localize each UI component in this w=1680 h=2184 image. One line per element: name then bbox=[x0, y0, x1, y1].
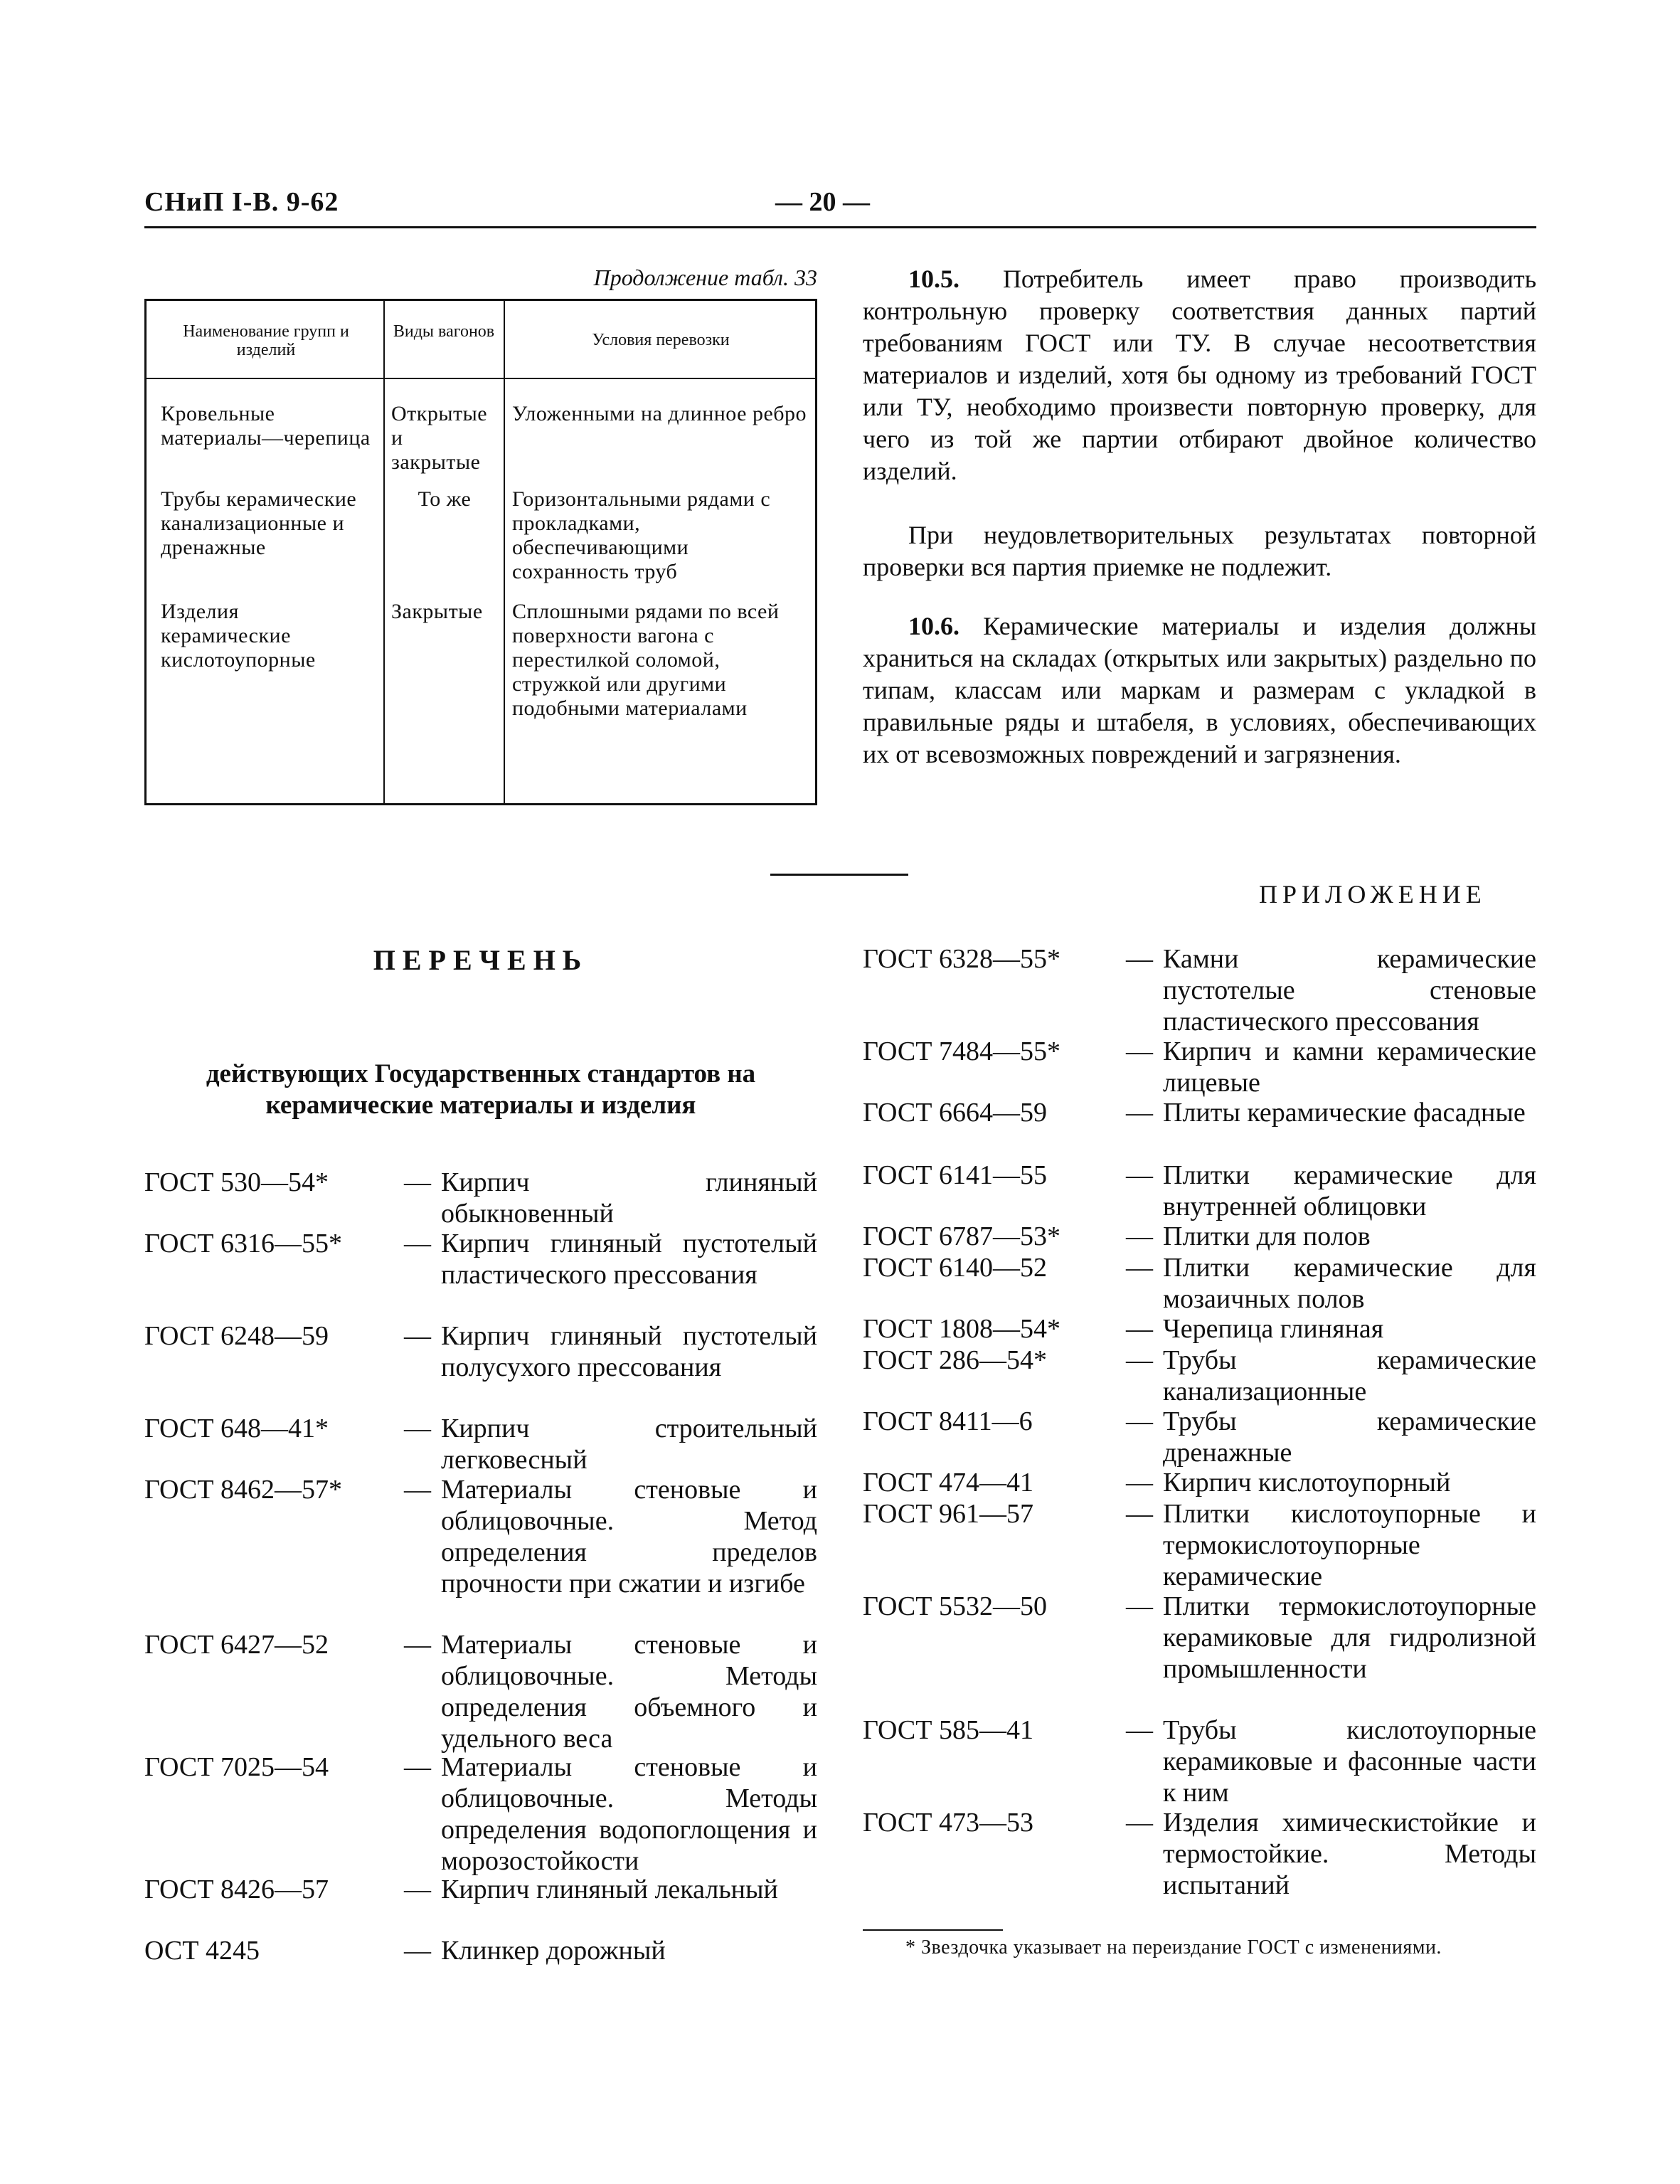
standard-code: ГОСТ 6427—52 bbox=[144, 1630, 329, 1660]
em-dash: — bbox=[1126, 1345, 1153, 1375]
standard-description: Плитки кислотоупорные и термокислотоупорные керамические bbox=[1163, 1499, 1536, 1591]
table-col-divider bbox=[504, 301, 505, 803]
standard-code: ГОСТ 6140—52 bbox=[863, 1253, 1047, 1283]
standard-code: ГОСТ 8462—57* bbox=[144, 1475, 342, 1505]
standard-code: ГОСТ 648—41* bbox=[144, 1414, 329, 1443]
em-dash: — bbox=[1126, 1160, 1153, 1190]
em-dash: — bbox=[1126, 1468, 1153, 1497]
table-cell-group: Трубы керамические канализационные и дренажные bbox=[161, 487, 357, 559]
em-dash: — bbox=[1126, 1221, 1153, 1251]
standard-code: ГОСТ 5532—50 bbox=[863, 1591, 1047, 1621]
standard-code: ГОСТ 6141—55 bbox=[863, 1160, 1047, 1190]
standard-description: Кирпич и камни керамические лицевые bbox=[1163, 1037, 1536, 1098]
standard-code: ГОСТ 473—53 bbox=[863, 1808, 1033, 1838]
standard-code: ГОСТ 6316—55* bbox=[144, 1229, 342, 1258]
standard-code: ГОСТ 474—41 bbox=[863, 1468, 1033, 1497]
em-dash: — bbox=[1126, 1591, 1153, 1621]
standard-code: ГОСТ 7025—54 bbox=[144, 1752, 329, 1782]
em-dash: — bbox=[404, 1875, 431, 1904]
table-cell-group: Изделия керамические кислотоупорные bbox=[161, 600, 316, 672]
em-dash: — bbox=[404, 1414, 431, 1443]
standard-description: Клинкер дорожный bbox=[441, 1936, 666, 1966]
paragraph-10-5-b: При неудовлетворительных результатах повторной проверки вся партия приемке не подлежит. bbox=[863, 521, 1536, 581]
standard-description: Плитки керамические для мозаичных полов bbox=[1163, 1253, 1536, 1314]
standard-description: Материалы стеновые и облицовочные. Методы определения водопоглощения и морозостойкости bbox=[441, 1752, 817, 1876]
table-col-divider bbox=[383, 301, 385, 803]
em-dash: — bbox=[1126, 1037, 1153, 1066]
em-dash: — bbox=[1126, 1406, 1153, 1436]
table-cell-wagon: Открытые и закрытые bbox=[391, 402, 488, 474]
em-dash: — bbox=[1126, 1253, 1153, 1283]
table-cell-conditions: Уложенными на длинное ребро bbox=[512, 402, 807, 425]
paragraph-text: Потребитель имеет право производить контрольную проверку соответствия данных партий требованиям ГОСТ или ТУ. В случае несоответствия материалов и изделий, хотя бы одному из требований ГОСТ или ТУ, необходимо произвести повторную проверку, для чего из той же партии отбирают двойное количество изделий. bbox=[863, 265, 1537, 485]
standard-description: Плитки керамические для внутренней облицовки bbox=[1163, 1160, 1536, 1221]
transport-table bbox=[144, 299, 817, 805]
table-cell-wagon: То же bbox=[418, 487, 472, 511]
standard-description: Трубы кислотоупорные керамиковые и фасонные части к ним bbox=[1163, 1715, 1536, 1808]
table-header-rule bbox=[147, 378, 815, 379]
standard-code: ОСТ 4245 bbox=[144, 1936, 260, 1966]
table-cell-wagon: Закрытые bbox=[391, 600, 483, 623]
paragraph-10-6 bbox=[863, 610, 1536, 770]
page-number: — 20 — bbox=[775, 187, 870, 217]
footnote: * Звездочка указывает на переиздание ГОСТ с изменениями. bbox=[905, 1936, 1442, 1958]
standard-description: Трубы керамические дренажные bbox=[1163, 1406, 1536, 1468]
em-dash: — bbox=[1126, 1499, 1153, 1529]
standard-description: Черепица глиняная bbox=[1163, 1314, 1384, 1344]
standard-code: ГОСТ 961—57 bbox=[863, 1499, 1033, 1529]
paragraph-number: 10.5. bbox=[908, 265, 959, 293]
standard-code: ГОСТ 7484—55* bbox=[863, 1037, 1060, 1066]
standard-code: ГОСТ 585—41 bbox=[863, 1715, 1033, 1745]
em-dash: — bbox=[404, 1475, 431, 1505]
standard-description: Плитки термокислотоупорные керамиковые для гидролизной промышленности bbox=[1163, 1591, 1536, 1684]
list-title: ПЕРЕЧЕНЬ bbox=[373, 944, 589, 976]
standard-description: Кирпич глиняный обыкновенный bbox=[441, 1167, 817, 1229]
standard-description: Материалы стеновые и облицовочные. Методы определения объемного и удельного веса bbox=[441, 1630, 817, 1754]
em-dash: — bbox=[1126, 1098, 1153, 1128]
standard-description: Кирпич кислотоупорный bbox=[1163, 1468, 1451, 1497]
em-dash: — bbox=[404, 1936, 431, 1966]
table-header-wagon: Виды вагонов bbox=[393, 322, 495, 341]
standard-code: ГОСТ 286—54* bbox=[863, 1345, 1047, 1375]
table-cell-group: Кровельные материалы—черепица bbox=[161, 402, 371, 450]
table-cell-conditions: Сплошными рядами по всей поверхности вагона с перестилкой соломой, стружкой или другими подобными материалами bbox=[512, 600, 780, 720]
em-dash: — bbox=[1126, 1314, 1153, 1344]
em-dash: — bbox=[404, 1167, 431, 1197]
standard-description: Кирпич строительный легковесный bbox=[441, 1414, 817, 1475]
document-code: СНиП I-В. 9-62 bbox=[144, 187, 339, 217]
table-header-conditions: Условия перевозки bbox=[592, 331, 730, 349]
section-divider bbox=[770, 874, 908, 876]
standard-description: Плитки для полов bbox=[1163, 1221, 1371, 1251]
standard-code: ГОСТ 6248—59 bbox=[144, 1321, 329, 1351]
list-subtitle: действующих Государственных стандартов на керамические материалы и изделия bbox=[206, 1059, 756, 1120]
standard-code: ГОСТ 6328—55* bbox=[863, 944, 1060, 974]
footnote-rule bbox=[863, 1929, 1003, 1931]
em-dash: — bbox=[404, 1321, 431, 1351]
em-dash: — bbox=[404, 1752, 431, 1782]
standard-description: Материалы стеновые и облицовочные. Метод определения пределов прочности при сжатии и изгибе bbox=[441, 1475, 817, 1599]
em-dash: — bbox=[404, 1229, 431, 1258]
em-dash: — bbox=[404, 1630, 431, 1660]
table-cell-conditions: Горизонтальными рядами с прокладками, обеспечивающими сохранность труб bbox=[512, 487, 771, 583]
paragraph-10-5 bbox=[863, 263, 1536, 487]
standard-description: Кирпич глиняный пустотелый пластического прессования bbox=[441, 1229, 817, 1290]
standard-code: ГОСТ 8426—57 bbox=[144, 1875, 329, 1904]
appendix-label: ПРИЛОЖЕНИЕ bbox=[1259, 880, 1487, 908]
em-dash: — bbox=[1126, 1808, 1153, 1838]
standard-code: ГОСТ 1808—54* bbox=[863, 1314, 1060, 1344]
paragraph-number: 10.6. bbox=[908, 612, 959, 640]
table-header-group: Наименование групп и изделий bbox=[183, 322, 349, 359]
standard-description: Трубы керамические канализационные bbox=[1163, 1345, 1536, 1406]
paragraph-text: Керамические материалы и изделия должны храниться на складах (открытых или закрытых) раздельно по типам, классам или маркам и размерам с укладкой в правильные ряды и штабеля, в условиях, обеспечивающих их от всевозможных повреждений и загрязнения. bbox=[863, 612, 1537, 768]
em-dash: — bbox=[1126, 944, 1153, 974]
em-dash: — bbox=[1126, 1715, 1153, 1745]
header-rule bbox=[144, 226, 1536, 228]
standard-description: Кирпич глиняный пустотелый полусухого прессования bbox=[441, 1321, 817, 1382]
standard-description: Плиты керамические фасадные bbox=[1163, 1098, 1526, 1128]
table-caption: Продолжение табл. 33 bbox=[593, 265, 817, 290]
standard-code: ГОСТ 6664—59 bbox=[863, 1098, 1047, 1128]
standard-code: ГОСТ 530—54* bbox=[144, 1167, 329, 1197]
standard-code: ГОСТ 6787—53* bbox=[863, 1221, 1060, 1251]
standard-description: Изделия химическистойкие и термостойкие. Методы испытаний bbox=[1163, 1808, 1536, 1900]
standard-description: Камни керамические пустотелые стеновые пластического прессования bbox=[1163, 944, 1536, 1037]
standard-description: Кирпич глиняный лекальный bbox=[441, 1875, 778, 1904]
standard-code: ГОСТ 8411—6 bbox=[863, 1406, 1033, 1436]
